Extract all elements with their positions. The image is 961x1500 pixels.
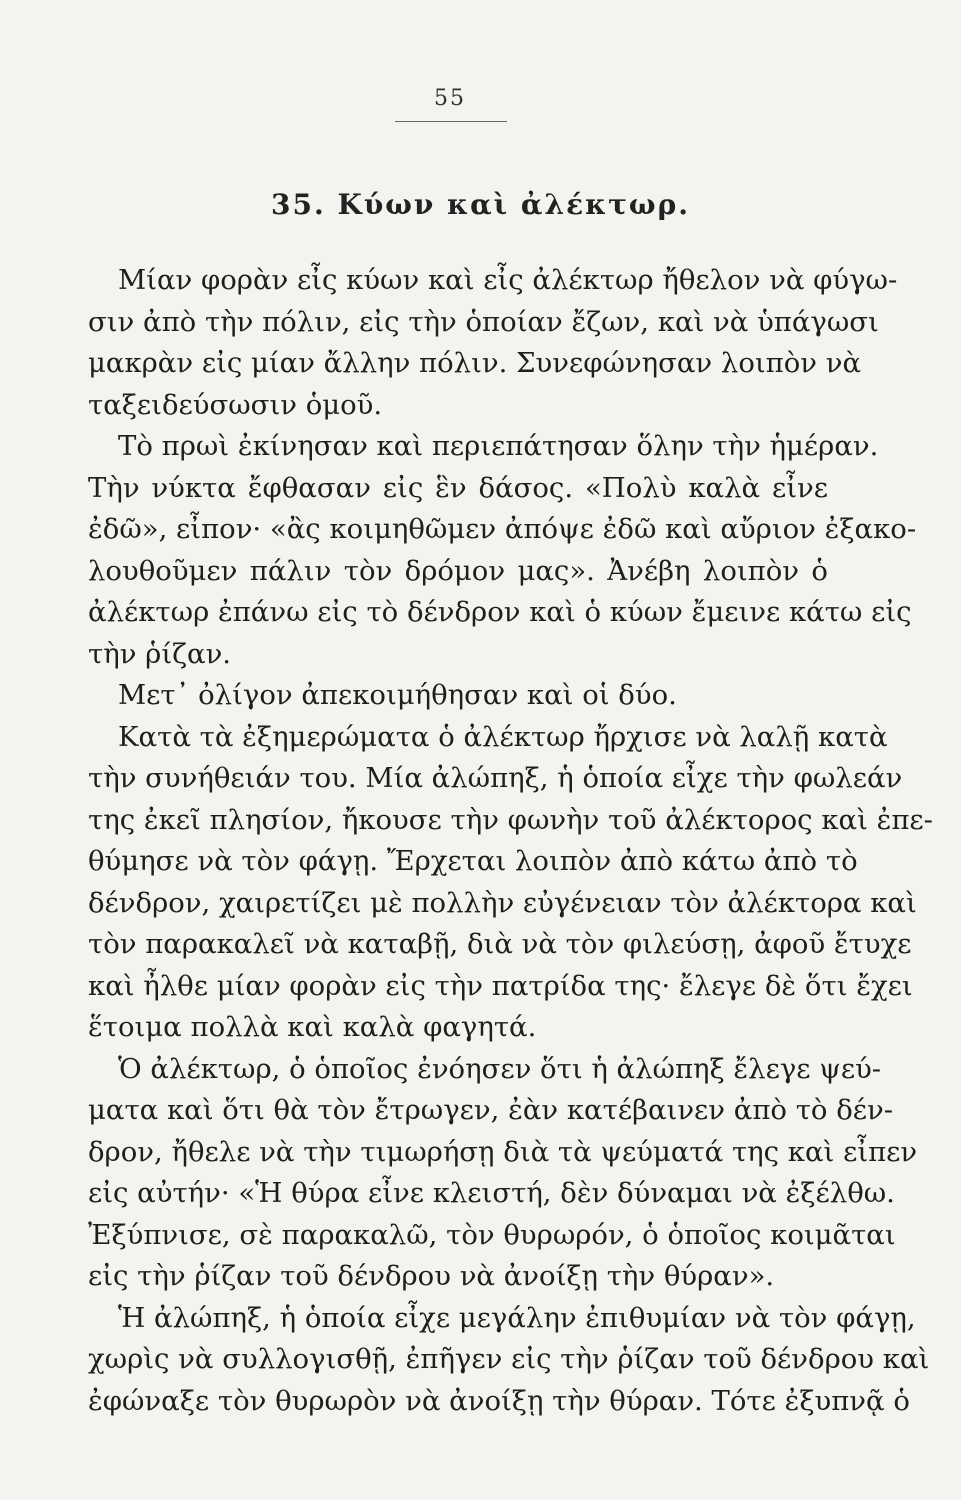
text-line: ἐδῶ», εἶπον· «ἂς κοιμηθῶμεν ἀπόψε ἐδῶ καὶ αὔριον ἐξακο- — [88, 513, 917, 545]
text-line: χωρὶς νὰ συλλογισθῇ, ἐπῆγεν εἰς τὴν ῥίζαν τοῦ δένδρου καὶ — [88, 1343, 930, 1375]
text-line: Ἡ ἀλώπηξ, ἡ ὁποία εἶχε μεγάλην ἐπιθυμίαν νὰ τὸν φάγῃ, — [118, 1301, 916, 1334]
text-line: δένδρον, χαιρετίζει μὲ πολλὴν εὐγένειαν τὸν ἀλέκτορα καὶ — [88, 886, 917, 919]
text-line: μακρὰν εἰς μίαν ἄλλην πόλιν. Συνεφώνησαν λοιπὸν νὰ — [88, 347, 862, 379]
text-line: τὸν παρακαλεῖ νὰ καταβῇ, διὰ νὰ τὸν φιλεύσῃ, ἀφοῦ ἔτυχε — [88, 928, 912, 960]
text-line: σιν ἀπὸ τὴν πόλιν, εἰς τὴν ὁποίαν ἔζων, καὶ νὰ ὑπάγωσι — [88, 305, 879, 338]
text-line: ἕτοιμα πολλὰ καὶ καλὰ φαγητά. — [88, 1011, 537, 1043]
text-line: της ἐκεῖ πλησίον, ἤκουσε τὴν φωνὴν τοῦ ἀλέκτορος καὶ ἐπε- — [88, 803, 933, 836]
text-line: Ὁ ἀλέκτωρ, ὁ ὁποῖος ἐνόησεν ὅτι ἡ ἀλώπηξ ἔλεγε ψεύ- — [118, 1052, 882, 1085]
body-text — [88, 260, 933, 1422]
text-line: εἰς αὐτήν· «Ἡ θύρα εἶνε κλειστή, δὲν δύναμαι νὰ ἐξέλθω. — [88, 1177, 895, 1209]
text-line: εἰς τὴν ῥίζαν τοῦ δένδρου νὰ ἀνοίξῃ τὴν θύραν». — [88, 1260, 775, 1292]
text-line: ἀλέκτωρ ἐπάνω εἰς τὸ δένδρον καὶ ὁ κύων ἔμεινε κάτω εἰς — [88, 596, 912, 628]
page-number: 55 — [434, 86, 466, 111]
text-line: ματα καὶ ὅτι θὰ τὸν ἔτρωγεν, ἐὰν κατέβαινεν ἀπὸ τὸ δέν- — [88, 1094, 894, 1126]
page-number-rule — [395, 121, 507, 122]
text-line: καὶ ἦλθε μίαν φορὰν εἰς τὴν πατρίδα της· ἔλεγε δὲ ὅτι ἔχει — [88, 969, 913, 1002]
text-line: Ἐξύπνισε, σὲ παρακαλῶ, τὸν θυρωρόν, ὁ ὁποῖος κοιμᾶται — [88, 1218, 896, 1251]
text-line: ταξειδεύσωσιν ὁμοῦ. — [88, 388, 383, 421]
text-line: Κατὰ τὰ ἐξημερώματα ὁ ἀλέκτωρ ἤρχισε νὰ λαλῇ κατὰ — [118, 720, 888, 753]
text-line: λουθοῦμεν πάλιν τὸν δρόμον μας». Ἀνέβη λοιπὸν ὁ — [88, 554, 828, 587]
text-line: ἐφώναξε τὸν θυρωρὸν νὰ ἀνοίξῃ τὴν θύραν. Τότε ἐξυπνᾷ ὁ — [88, 1384, 910, 1417]
text-line: τὴν συνήθειάν του. Μία ἀλώπηξ, ἡ ὁποία εἶχε τὴν φωλεάν — [88, 762, 903, 794]
text-line: Μετ᾽ ὀλίγον ἀπεκοιμήθησαν καὶ οἱ δύο. — [118, 679, 677, 711]
text-line: Μίαν φορὰν εἶς κύων καὶ εἶς ἀλέκτωρ ἤθελον νὰ φύγω- — [118, 264, 898, 296]
text-line: δρον, ἤθελε νὰ τὴν τιμωρήσῃ διὰ τὰ ψεύματά της καὶ εἶπεν — [88, 1135, 918, 1168]
text-line: θύμησε νὰ τὸν φάγῃ. Ἔρχεται λοιπὸν ἀπὸ κάτω ἀπὸ τὸ — [88, 845, 858, 877]
text-line: Τὴν νύκτα ἔφθασαν εἰς ἓν δάσος. «Πολὺ καλὰ εἶνε — [88, 471, 828, 504]
text-line: τὴν ῥίζαν. — [88, 637, 232, 670]
text-line: Τὸ πρωὶ ἐκίνησαν καὶ περιεπάτησαν ὅλην τὴν ἡμέραν. — [118, 430, 879, 462]
chapter-title: 35. Κύων καὶ ἀλέκτωρ. — [271, 188, 690, 221]
